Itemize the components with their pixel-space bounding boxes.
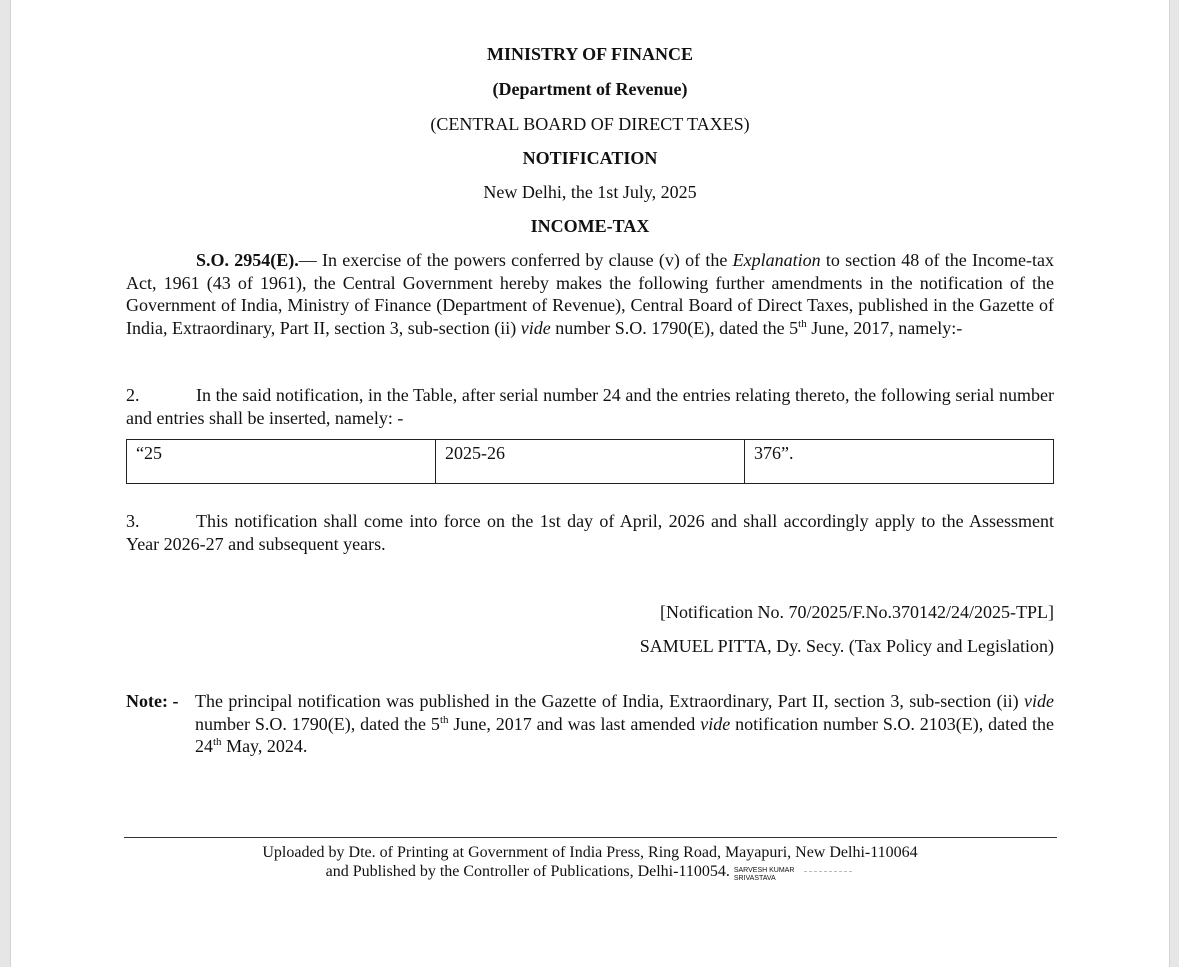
paragraph-2-number: 2. — [126, 385, 140, 405]
signature-detail-lines — [804, 868, 854, 876]
table-cell-serial: “25 — [127, 440, 436, 484]
note — [126, 690, 1054, 758]
signatory: SAMUEL PITTA, Dy. Secy. (Tax Policy and Legislation) — [639, 636, 1054, 656]
table-cell-index: 376”. — [745, 440, 1054, 484]
table-cell-year: 2025-26 — [436, 440, 745, 484]
ministry-heading: MINISTRY OF FINANCE — [486, 44, 694, 64]
department-heading: (Department of Revenue) — [492, 79, 688, 99]
note-text: The principal notification was published in the Gazette of India, Extraordinary, Part II, section 3, sub-section (ii) vide number S.O. 1790(E), dated the 5th June, 2017 and was last amended vide notification number S.O. 2103(E), dated the 24th May, 2024. — [195, 691, 1054, 756]
subject-heading: INCOME-TAX — [530, 216, 650, 236]
footer-line-1: Uploaded by Dte. of Printing at Government of India Press, Ring Road, Mayapuri, New Delhi-110064 — [262, 844, 918, 861]
footer-divider — [124, 837, 1057, 838]
board-heading: (CENTRAL BOARD OF DIRECT TAXES) — [430, 114, 750, 134]
amendment-table — [126, 439, 1054, 484]
paragraph-1: S.O. 2954(E).— In exercise of the powers conferred by clause (v) of the Explanation to section 48 of the Income-tax Act, 1961 (43 of 1961), the Central Government hereby makes the following further amendments in the notification of the Government of India, Ministry of Finance (Department of Revenue), Central Board of Direct Taxes, published in the Gazette of India, Extraordinary, Part II, section 3, sub-section (ii) vide number S.O. 1790(E), dated the 5th June, 2017, namely:- — [126, 250, 1054, 338]
note-label: Note: - — [126, 691, 179, 711]
footer-line-2: and Published by the Controller of Publications, Delhi-110054. SARVESH KUMAR SRIVASTAVA — [11, 862, 1169, 883]
place-date: New Delhi, the 1st July, 2025 — [483, 182, 697, 202]
paragraph-3: 3. This notification shall come into force on the 1st day of April, 2026 and shall accordingly apply to the Assessment Year 2026-27 and subsequent years. — [126, 511, 1054, 554]
paragraph-2: 2. In the said notification, in the Table, after serial number 24 and the entries relating thereto, the following serial number and entries shall be inserted, namely: - — [126, 385, 1054, 428]
so-number: S.O. 2954(E). — [196, 250, 299, 270]
paragraph-3-number: 3. — [126, 511, 140, 531]
notification-number: [Notification No. 70/2025/F.No.370142/24/2025-TPL] — [659, 602, 1054, 622]
document-page — [10, 0, 1170, 967]
table-row — [127, 440, 1054, 484]
notification-heading: NOTIFICATION — [522, 148, 658, 168]
digital-signature: SARVESH KUMAR SRIVASTAVA — [733, 867, 795, 882]
